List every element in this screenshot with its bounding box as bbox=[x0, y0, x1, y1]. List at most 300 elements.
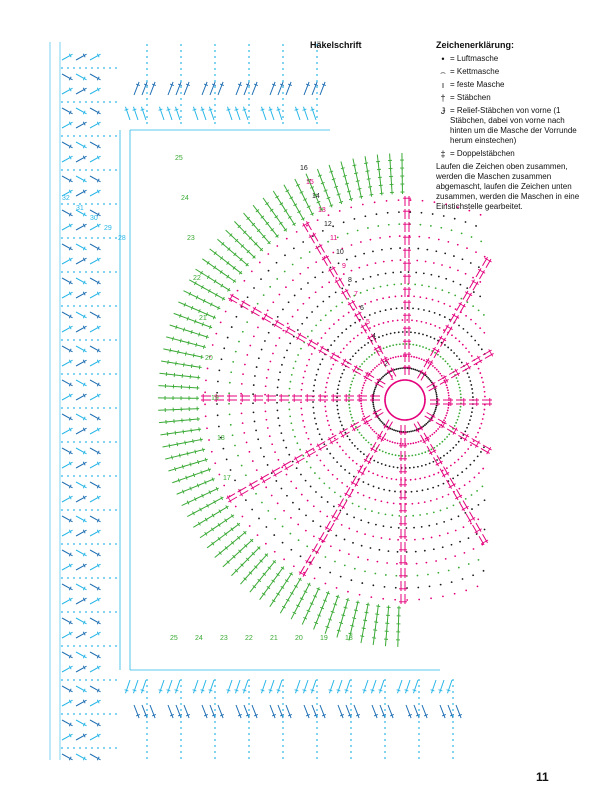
chain-stitch bbox=[286, 349, 288, 351]
chain-stitch bbox=[426, 335, 428, 337]
chain-stitch bbox=[473, 460, 475, 462]
chain-stitch bbox=[470, 319, 472, 321]
chain-stitch bbox=[248, 44, 250, 46]
chain-stitch bbox=[471, 494, 473, 496]
chain-stitch bbox=[462, 328, 464, 330]
stitch-bar bbox=[360, 636, 364, 637]
chain-stitch bbox=[67, 679, 69, 681]
chain-stitch bbox=[248, 68, 250, 70]
chain-stitch bbox=[434, 352, 436, 354]
chain-stitch bbox=[91, 475, 93, 477]
chain-stitch bbox=[214, 98, 216, 100]
chain-stitch bbox=[97, 645, 99, 647]
chain-stitch bbox=[374, 367, 376, 369]
chain-stitch bbox=[377, 225, 379, 227]
chain-stitch bbox=[73, 271, 75, 273]
chain-stitch bbox=[350, 384, 352, 386]
chain-stitch bbox=[180, 50, 182, 52]
chain-stitch bbox=[256, 469, 258, 471]
stitch-bar bbox=[193, 109, 197, 110]
chain-stitch bbox=[73, 237, 75, 239]
chain-stitch bbox=[441, 441, 443, 443]
stitch-bar bbox=[346, 599, 350, 600]
chain-stitch bbox=[406, 539, 408, 541]
chain-stitch bbox=[406, 331, 408, 333]
chain-stitch bbox=[350, 739, 352, 741]
chain-stitch bbox=[398, 199, 400, 201]
chain-stitch bbox=[97, 135, 99, 137]
double-crochet-stitch bbox=[391, 169, 392, 178]
double-crochet-stitch bbox=[397, 680, 402, 693]
chain-stitch bbox=[91, 271, 93, 273]
double-crochet-stitch bbox=[226, 528, 233, 533]
chain-stitch bbox=[109, 577, 111, 579]
chain-stitch bbox=[355, 255, 357, 257]
chain-stitch bbox=[109, 645, 111, 647]
chain-stitch bbox=[377, 461, 379, 463]
chain-stitch bbox=[452, 281, 454, 283]
chain-stitch bbox=[467, 372, 469, 374]
chain-stitch bbox=[416, 490, 418, 492]
chain-stitch bbox=[342, 450, 344, 452]
chain-stitch bbox=[79, 407, 81, 409]
chain-stitch bbox=[321, 337, 323, 339]
chain-stitch bbox=[61, 237, 63, 239]
chain-stitch bbox=[373, 486, 375, 488]
chain-stitch bbox=[346, 259, 348, 261]
double-crochet-stitch bbox=[209, 680, 214, 693]
chain-stitch bbox=[400, 271, 402, 273]
stitch-bar bbox=[243, 690, 247, 691]
chain-stitch bbox=[351, 270, 353, 272]
chain-stitch bbox=[434, 312, 436, 314]
chain-stitch bbox=[316, 122, 318, 124]
stitch-bar bbox=[376, 606, 380, 607]
chain-stitch bbox=[311, 311, 313, 313]
chain-stitch bbox=[316, 74, 318, 76]
stitch-bar bbox=[206, 335, 207, 339]
chain-stitch bbox=[437, 428, 439, 430]
chain-stitch bbox=[415, 454, 417, 456]
chain-stitch bbox=[383, 423, 385, 425]
chain-stitch bbox=[411, 356, 413, 358]
stitch-bar bbox=[447, 690, 451, 691]
chain-stitch bbox=[282, 526, 284, 528]
chain-stitch bbox=[418, 733, 420, 735]
chain-stitch bbox=[248, 92, 250, 94]
chain-stitch bbox=[343, 428, 345, 430]
chain-stitch bbox=[415, 551, 417, 553]
stitch-bar bbox=[439, 690, 443, 691]
chain-stitch bbox=[383, 261, 385, 263]
chain-stitch bbox=[353, 338, 355, 340]
stitch-bar bbox=[363, 620, 367, 621]
chain-stitch bbox=[400, 283, 402, 285]
chain-stitch bbox=[115, 169, 117, 171]
chain-stitch bbox=[247, 296, 249, 298]
chain-stitch bbox=[414, 430, 416, 432]
chain-stitch bbox=[371, 354, 373, 356]
chain-stitch bbox=[393, 284, 395, 286]
double-crochet-stitch bbox=[240, 227, 246, 234]
chain-stitch bbox=[146, 50, 148, 52]
chain-stitch bbox=[314, 379, 316, 381]
chain-stitch bbox=[296, 467, 298, 469]
chain-stitch bbox=[258, 357, 260, 359]
chain-stitch bbox=[401, 455, 403, 457]
double-crochet-stitch bbox=[270, 560, 276, 567]
chain-stitch bbox=[370, 596, 372, 598]
double-crochet-stitch bbox=[295, 680, 300, 693]
chain-stitch bbox=[421, 212, 423, 214]
chain-stitch bbox=[248, 727, 250, 729]
chain-stitch bbox=[315, 423, 317, 425]
chain-stitch bbox=[411, 491, 413, 493]
chain-stitch bbox=[452, 715, 454, 717]
row-number: 28 bbox=[118, 235, 126, 242]
chain-stitch bbox=[415, 272, 417, 274]
chain-stitch bbox=[430, 336, 432, 338]
chain-stitch bbox=[307, 282, 309, 284]
stitch-bar bbox=[209, 109, 213, 110]
chain-stitch bbox=[464, 431, 466, 433]
stitch-bar bbox=[359, 196, 363, 197]
chain-stitch bbox=[422, 334, 424, 336]
chain-stitch bbox=[103, 373, 105, 375]
chain-stitch bbox=[425, 423, 427, 425]
double-crochet-stitch bbox=[177, 364, 186, 365]
chain-stitch bbox=[446, 387, 448, 389]
double-crochet-stitch bbox=[385, 637, 386, 646]
chain-stitch bbox=[323, 482, 325, 484]
chain-stitch bbox=[218, 426, 220, 428]
chain-stitch bbox=[458, 515, 460, 517]
chain-stitch bbox=[241, 383, 243, 385]
chain-stitch bbox=[280, 432, 282, 434]
chain-stitch bbox=[242, 516, 244, 518]
chain-stitch bbox=[249, 525, 251, 527]
double-crochet-stitch bbox=[365, 156, 366, 165]
chain-stitch bbox=[79, 67, 81, 69]
chain-stitch bbox=[340, 421, 342, 423]
chain-stitch bbox=[350, 751, 352, 753]
chain-stitch bbox=[180, 86, 182, 88]
chain-stitch bbox=[324, 332, 326, 334]
chain-stitch bbox=[465, 347, 467, 349]
chain-stitch bbox=[355, 352, 357, 354]
chain-stitch bbox=[253, 335, 255, 337]
chain-stitch bbox=[475, 225, 477, 227]
chain-stitch bbox=[448, 433, 450, 435]
chain-stitch bbox=[396, 307, 398, 309]
double-crochet-stitch bbox=[366, 164, 367, 173]
chain-stitch bbox=[463, 526, 465, 528]
chain-stitch bbox=[316, 739, 318, 741]
chain-stitch bbox=[344, 432, 346, 434]
chain-stitch bbox=[394, 491, 396, 493]
double-crochet-stitch bbox=[303, 680, 308, 693]
chain-stitch bbox=[372, 369, 374, 371]
chain-stitch bbox=[395, 296, 397, 298]
chain-stitch bbox=[109, 135, 111, 137]
chain-stitch bbox=[109, 339, 111, 341]
chain-stitch bbox=[447, 389, 449, 391]
legend-note: Laufen die Zeichen oben zusammen, werden die Maschen zusammen abgemascht, laufen die Zeichen unten zusammen, werden die Maschen in eine Einstichstelle gearbeitet. bbox=[436, 162, 580, 211]
stitch-bar bbox=[191, 428, 192, 432]
chain-stitch bbox=[357, 429, 359, 431]
stitch-bar bbox=[209, 690, 213, 691]
chain-stitch bbox=[97, 679, 99, 681]
chain-stitch bbox=[316, 56, 318, 58]
chain-stitch bbox=[248, 739, 250, 741]
double-crochet-stitch bbox=[377, 604, 378, 613]
chain-stitch bbox=[297, 329, 299, 331]
stitch-bar bbox=[193, 473, 194, 477]
double-crochet-stitch bbox=[368, 172, 369, 181]
chain-stitch bbox=[109, 475, 111, 477]
chain-stitch bbox=[341, 332, 343, 334]
chain-stitch bbox=[442, 595, 444, 597]
chain-stitch bbox=[435, 407, 437, 409]
chain-stitch bbox=[348, 394, 350, 396]
chain-stitch bbox=[248, 62, 250, 64]
chain-stitch bbox=[374, 352, 376, 354]
chain-stitch bbox=[397, 356, 399, 358]
chain-stitch bbox=[363, 361, 365, 363]
chain-stitch bbox=[313, 505, 315, 507]
chain-stitch bbox=[316, 679, 318, 681]
double-crochet-stitch bbox=[261, 107, 266, 120]
chain-stitch bbox=[79, 747, 81, 749]
chain-stitch bbox=[398, 331, 400, 333]
row-number: 21 bbox=[199, 315, 207, 322]
chain-stitch bbox=[240, 403, 242, 405]
chain-stitch bbox=[300, 401, 302, 403]
chain-stitch bbox=[273, 534, 275, 536]
double-crochet-stitch bbox=[169, 362, 178, 363]
double-crochet-stitch bbox=[380, 178, 381, 187]
chain-stitch bbox=[316, 98, 318, 100]
double-crochet-stitch bbox=[221, 547, 228, 553]
chain-stitch bbox=[61, 713, 63, 715]
stitch-bar bbox=[339, 622, 343, 623]
chain-stitch bbox=[238, 341, 240, 343]
chain-stitch bbox=[310, 444, 312, 446]
chain-stitch bbox=[373, 406, 375, 408]
chain-stitch bbox=[484, 256, 486, 258]
chain-stitch bbox=[384, 685, 386, 687]
chain-stitch bbox=[115, 67, 117, 69]
chain-stitch bbox=[452, 477, 454, 479]
chain-stitch bbox=[446, 384, 448, 386]
chain-stitch bbox=[339, 446, 341, 448]
stitch-bar bbox=[203, 345, 204, 349]
chain-stitch bbox=[344, 564, 346, 566]
chain-stitch bbox=[79, 577, 81, 579]
double-crochet-stitch bbox=[249, 219, 255, 226]
chain-stitch bbox=[412, 307, 414, 309]
chain-stitch bbox=[428, 310, 430, 312]
chain-stitch bbox=[374, 201, 376, 203]
chain-stitch bbox=[433, 447, 435, 449]
chain-stitch bbox=[319, 477, 321, 479]
chain-stitch bbox=[358, 506, 360, 508]
stitch-bar bbox=[185, 441, 186, 445]
chain-stitch bbox=[103, 67, 105, 69]
chain-stitch bbox=[291, 374, 293, 376]
chain-stitch bbox=[376, 561, 378, 563]
chain-stitch bbox=[382, 450, 384, 452]
double-crochet-stitch bbox=[159, 422, 168, 423]
chain-stitch bbox=[382, 598, 384, 600]
chain-stitch bbox=[373, 460, 375, 462]
chain-stitch bbox=[369, 497, 371, 499]
stitch-bar bbox=[170, 348, 171, 352]
chain-stitch bbox=[85, 441, 87, 443]
chain-stitch bbox=[384, 586, 386, 588]
chain-stitch bbox=[415, 442, 417, 444]
chain-stitch bbox=[419, 296, 421, 298]
chain-stitch bbox=[426, 297, 428, 299]
chain-stitch bbox=[430, 448, 432, 450]
chain-stitch bbox=[67, 441, 69, 443]
chain-stitch bbox=[451, 368, 453, 370]
chain-stitch bbox=[214, 50, 216, 52]
double-crochet-stitch bbox=[215, 552, 222, 558]
chain-stitch bbox=[460, 298, 462, 300]
chain-stitch bbox=[267, 253, 269, 255]
double-crochet-stitch bbox=[329, 680, 334, 693]
chain-stitch bbox=[411, 319, 413, 321]
chain-stitch bbox=[370, 547, 372, 549]
chain-stitch bbox=[322, 271, 324, 273]
chain-stitch bbox=[278, 294, 280, 296]
double-crochet-stitch bbox=[209, 107, 214, 120]
chain-stitch bbox=[380, 500, 382, 502]
double-crochet-stitch bbox=[227, 680, 232, 693]
chain-stitch bbox=[180, 709, 182, 711]
chain-stitch bbox=[374, 388, 376, 390]
chain-stitch bbox=[103, 169, 105, 171]
chain-stitch bbox=[401, 307, 403, 309]
chain-stitch bbox=[274, 551, 276, 553]
chain-stitch bbox=[476, 490, 478, 492]
chain-stitch bbox=[381, 377, 383, 379]
chain-stitch bbox=[268, 332, 270, 334]
chain-stitch bbox=[73, 679, 75, 681]
chain-stitch bbox=[73, 611, 75, 613]
chain-stitch bbox=[428, 237, 430, 239]
chain-stitch bbox=[433, 262, 435, 264]
chain-stitch bbox=[316, 721, 318, 723]
chain-stitch bbox=[393, 502, 395, 504]
chain-stitch bbox=[429, 435, 431, 437]
chain-stitch bbox=[390, 358, 392, 360]
chain-stitch bbox=[260, 278, 262, 280]
chain-stitch bbox=[430, 323, 432, 325]
chain-stitch bbox=[418, 502, 420, 504]
chain-stitch bbox=[452, 697, 454, 699]
chain-stitch bbox=[366, 264, 368, 266]
chain-stitch bbox=[295, 487, 297, 489]
chain-stitch bbox=[330, 368, 332, 370]
chain-stitch bbox=[422, 200, 424, 202]
double-crochet-stitch bbox=[261, 680, 266, 693]
chain-stitch bbox=[405, 515, 407, 517]
chain-stitch bbox=[279, 337, 281, 339]
double-crochet-stitch bbox=[231, 569, 237, 575]
chain-stitch bbox=[424, 501, 426, 503]
chain-stitch bbox=[343, 273, 345, 275]
chain-stitch bbox=[479, 295, 481, 297]
double-crochet-stitch bbox=[371, 680, 376, 693]
chain-stitch bbox=[73, 441, 75, 443]
chain-stitch bbox=[313, 385, 315, 387]
chain-stitch bbox=[367, 559, 369, 561]
chain-stitch bbox=[389, 538, 391, 540]
chain-stitch bbox=[435, 409, 437, 411]
chain-stitch bbox=[433, 474, 435, 476]
chain-stitch bbox=[459, 541, 461, 543]
chain-stitch bbox=[457, 244, 459, 246]
row-number: 3 bbox=[378, 347, 382, 354]
double-crochet-stitch bbox=[447, 680, 452, 693]
chain-stitch bbox=[381, 249, 383, 251]
chain-stitch bbox=[384, 727, 386, 729]
chain-stitch bbox=[408, 455, 410, 457]
chain-stitch bbox=[325, 386, 327, 388]
chain-stitch bbox=[265, 411, 267, 413]
chain-stitch bbox=[483, 386, 485, 388]
chain-stitch bbox=[448, 404, 450, 406]
chain-stitch bbox=[385, 452, 387, 454]
chain-stitch bbox=[427, 488, 429, 490]
stitch-bar bbox=[371, 690, 375, 691]
chain-stitch bbox=[263, 294, 265, 296]
chain-stitch bbox=[449, 450, 451, 452]
chain-stitch bbox=[180, 757, 182, 759]
stitch-bar bbox=[328, 619, 332, 620]
chain-stitch bbox=[412, 515, 414, 517]
chain-stitch bbox=[462, 578, 464, 580]
chain-stitch bbox=[436, 396, 438, 398]
chain-stitch bbox=[469, 380, 471, 382]
chain-stitch bbox=[146, 98, 148, 100]
chain-stitch bbox=[461, 471, 463, 473]
chain-stitch bbox=[316, 116, 318, 118]
chain-stitch bbox=[428, 349, 430, 351]
chain-stitch bbox=[361, 347, 363, 349]
chain-stitch bbox=[277, 387, 279, 389]
chain-stitch bbox=[223, 485, 225, 487]
chain-stitch bbox=[418, 751, 420, 753]
chain-stitch bbox=[388, 550, 390, 552]
chain-stitch bbox=[473, 291, 475, 293]
row-number: 6 bbox=[360, 305, 364, 312]
chain-stitch bbox=[329, 487, 331, 489]
chain-stitch bbox=[373, 287, 375, 289]
chain-stitch bbox=[306, 365, 308, 367]
chain-stitch bbox=[302, 420, 304, 422]
chain-stitch bbox=[216, 403, 218, 405]
chain-stitch bbox=[472, 305, 474, 307]
chain-stitch bbox=[274, 451, 276, 453]
chain-stitch bbox=[336, 442, 338, 444]
stitch-bar bbox=[326, 626, 330, 627]
chain-stitch bbox=[447, 410, 449, 412]
chain-stitch bbox=[368, 425, 370, 427]
double-crochet-stitch bbox=[255, 579, 261, 586]
